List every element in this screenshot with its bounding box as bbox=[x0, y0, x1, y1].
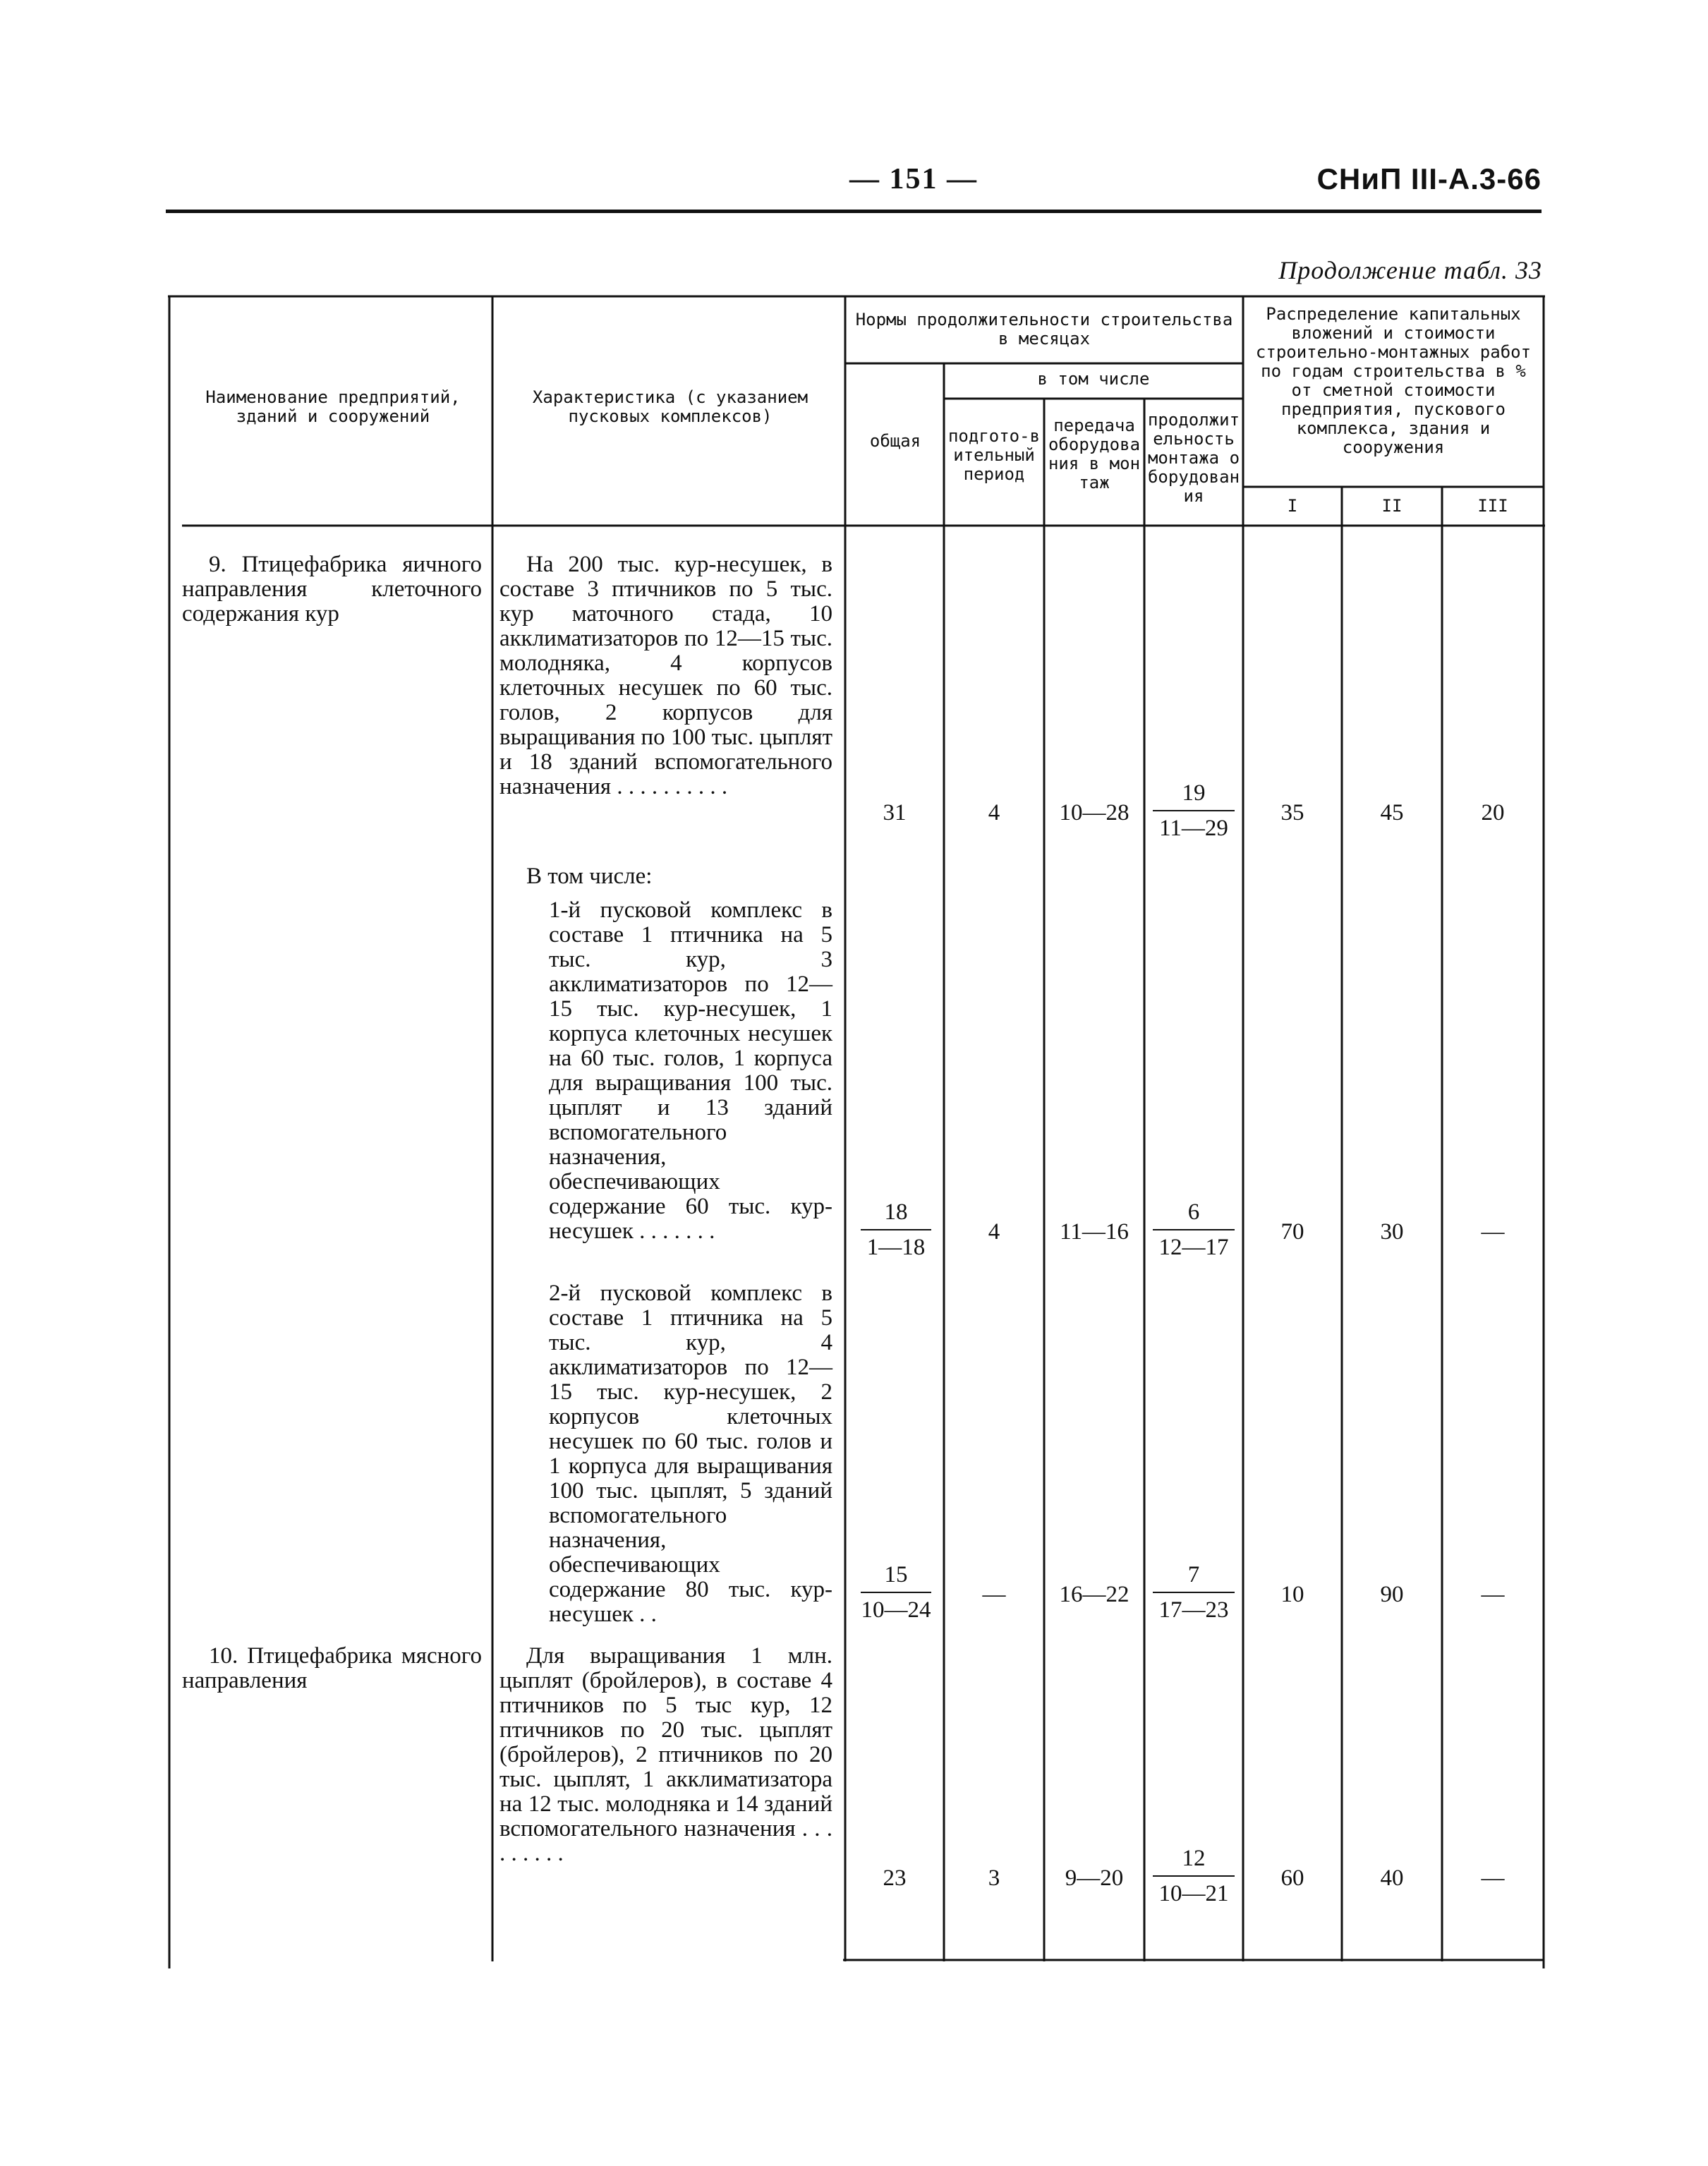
row-9-characteristic: На 200 тыс. кур-несушек, в составе 3 птичников по 5 тыс. кур маточного стада, 10 акклиматизаторов по 12—15 тыс. молодняка, 4 корпусов клеточных несушек по 60 тыс. голов, 2 корпусов для выращивания по 100 тыс. цыплят и 18 зданий вспомогательного назначения . . . . . . . . . . bbox=[499, 552, 832, 799]
row-10-total: 23 bbox=[883, 1865, 907, 1891]
row-10-install-bottom: 10—21 bbox=[1158, 1881, 1229, 1906]
complex-2-install-bottom: 17—23 bbox=[1158, 1597, 1229, 1623]
complex-1-total-top: 18 bbox=[884, 1199, 908, 1225]
complex-2-prep: — bbox=[982, 1582, 1006, 1607]
col-header-including: в том числе bbox=[1037, 369, 1150, 389]
row-10-transfer: 9—20 bbox=[1065, 1865, 1124, 1891]
row-10-install-top: 12 bbox=[1182, 1846, 1206, 1871]
complex-2-total bbox=[854, 1562, 938, 1623]
row-9-install-top: 19 bbox=[1182, 780, 1206, 806]
complex-1-transfer: 11—16 bbox=[1060, 1219, 1129, 1245]
row-10-year-1: 60 bbox=[1280, 1865, 1304, 1891]
row-10-prep: 3 bbox=[988, 1865, 1000, 1891]
col-header-characteristic: Характеристика (с указанием пусковых комплексов) bbox=[532, 387, 808, 426]
row-10-year-3: — bbox=[1481, 1865, 1505, 1891]
complex-1-year-2: 30 bbox=[1380, 1219, 1404, 1245]
page-number: — 151 — bbox=[849, 163, 978, 195]
complex-2-transfer: 16—22 bbox=[1059, 1582, 1129, 1607]
complex-2-year-2: 90 bbox=[1380, 1582, 1404, 1607]
row-9-year-1: 35 bbox=[1280, 800, 1304, 825]
complex-2-year-1: 10 bbox=[1280, 1582, 1304, 1607]
complex-1-year-1: 70 bbox=[1280, 1219, 1304, 1245]
col-header-name: Наименование предприятий, зданий и сооружений bbox=[205, 387, 461, 426]
row-9-install bbox=[1146, 780, 1242, 841]
complex-1-year-3: — bbox=[1481, 1219, 1505, 1245]
row-9-year-2: 45 bbox=[1380, 800, 1404, 825]
col-header-year-2: II bbox=[1381, 496, 1403, 516]
row-9-transfer: 10—28 bbox=[1059, 800, 1129, 825]
complex-2-total-bottom: 10—24 bbox=[861, 1597, 931, 1623]
row-9-year-3: 20 bbox=[1481, 800, 1505, 825]
complex-1-prep: 4 bbox=[988, 1219, 1000, 1245]
row-10-name: 10. Птицефабрика мясного направления bbox=[182, 1643, 482, 1693]
complex-2-year-3: — bbox=[1481, 1582, 1505, 1607]
row-9-name: 9. Птицефабрика яичного направления клеточного содержания кур bbox=[182, 552, 482, 627]
document-code: СНиП III-А.3-66 bbox=[1316, 162, 1542, 195]
col-header-year-1: I bbox=[1287, 496, 1298, 516]
complex-1-total-bottom: 1—18 bbox=[866, 1235, 926, 1260]
row-9-install-bottom: 11—29 bbox=[1159, 816, 1228, 841]
col-header-year-3: III bbox=[1477, 496, 1508, 516]
complex-2-characteristic: 2-й пусковой комплекс в составе 1 птичника на 5 тыс. кур, 4 акклиматизаторов по 12—15 тыс. кур-несушек, 2 корпусов клеточных несушек по 60 тыс. голов и 1 корпуса для выращивания 100 тыс. цыплят, 5 зданий вспомогательного назначения, обеспечивающих содержание 80 тыс. кур-несушек . . bbox=[549, 1281, 832, 1627]
complex-2-install bbox=[1146, 1562, 1242, 1623]
col-header-prep-period: подгото-вительный период bbox=[947, 426, 1041, 484]
col-header-distribution: Распределение капитальных вложений и стоимости строительно-монтажных работ по годам строительства в % от сметной стоимости предприятия, пускового комплекса, здания и сооружения bbox=[1255, 304, 1532, 457]
complex-2-install-top: 7 bbox=[1187, 1562, 1200, 1587]
row-10-characteristic: Для выращивания 1 млн. цыплят (бройлеров), в составе 4 птичников по 5 тыс кур, 12 птичников по 20 тыс. цыплят (бройлеров), 2 птичников по 20 тыс. цыплят, 1 акклиматизатора на 12 тыс. молодняка и 14 зданий вспомогательного назначения . . . . . . . . . bbox=[499, 1643, 832, 1866]
complex-1-install bbox=[1146, 1199, 1242, 1260]
including-intro: В том числе: bbox=[526, 864, 653, 889]
col-header-equipment-transfer: передача оборудования в монтаж bbox=[1048, 416, 1141, 492]
row-10-install bbox=[1146, 1846, 1242, 1906]
col-header-install-duration: продолжительность монтажа оборудования bbox=[1147, 410, 1240, 506]
row-9-total: 31 bbox=[883, 800, 907, 825]
complex-1-install-top: 6 bbox=[1187, 1199, 1200, 1225]
complex-1-install-bottom: 12—17 bbox=[1158, 1235, 1229, 1260]
complex-2-total-top: 15 bbox=[884, 1562, 908, 1587]
col-header-norms: Нормы продолжительности строительства в месяцах bbox=[855, 310, 1233, 349]
table-caption: Продолжение табл. 33 bbox=[1278, 256, 1542, 284]
complex-1-characteristic: 1-й пусковой комплекс в составе 1 птичника на 5 тыс. кур, 3 акклиматизаторов по 12—15 тыс. кур-несушек, 1 корпуса клеточных несушек на 60 тыс. голов, 1 корпуса для выращивания 100 тыс. цыплят и 13 зданий вспомогательного назначения, обеспечивающих содержание 60 тыс. кур-несушек . . . . . . . bbox=[549, 897, 832, 1244]
col-header-total: общая bbox=[869, 431, 921, 451]
complex-1-total bbox=[854, 1199, 938, 1260]
row-9-prep: 4 bbox=[988, 800, 1000, 825]
row-10-year-2: 40 bbox=[1380, 1865, 1404, 1891]
